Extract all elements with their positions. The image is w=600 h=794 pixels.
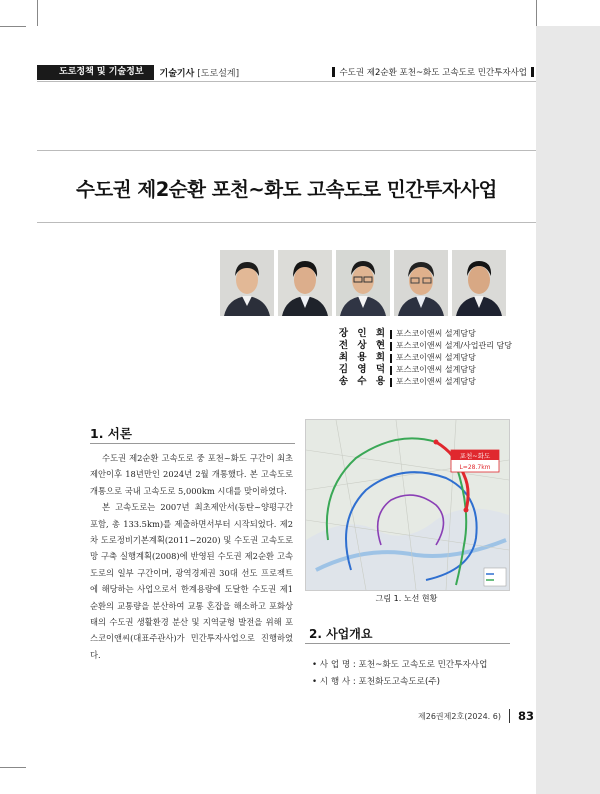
author-entry [330,364,512,376]
map-legend [484,568,506,586]
author-photos [220,250,506,316]
author-photo [220,250,274,316]
author-separator [390,366,392,375]
overview-item: • 시 행 사 : 포천화도고속도로(주) [312,677,440,687]
author-photo [394,250,448,316]
overview-item: • 사 업 명 : 포천~화도 고속도로 민간투자사업 [312,660,488,670]
author-name: 김 영 덕 [338,364,388,375]
intro-body [90,450,293,663]
author-list [330,328,512,388]
section-rule [305,643,510,644]
figure-caption: 그림 1. 노선 현황 [375,594,438,603]
route-map [306,420,509,590]
page-footer [418,709,534,723]
author-role: 포스코이앤씨 설계담당 [396,377,476,386]
author-separator [390,354,392,363]
author-photo [336,250,390,316]
overview-list [312,657,487,691]
author-role: 포스코이앤씨 설계담당 [396,329,476,338]
crop-mark [536,0,537,26]
author-separator [390,378,392,387]
author-role: 포스코이앤씨 설계/사업관리 담당 [396,341,512,350]
section-heading-overview: 2. 사업개요 [309,627,373,641]
running-header-left [37,65,239,79]
section-rule [90,443,295,444]
author-name: 전 상 현 [338,340,388,351]
article-subtype: [도로설계] [197,68,240,79]
author-separator [390,330,392,339]
author-photo [452,250,506,316]
author-role: 포스코이앤씨 설계담당 [396,365,476,374]
author-entry [330,352,512,364]
author-entry [330,328,512,340]
route-label-length: L=28.7km [459,464,491,471]
author-name: 송 수 용 [338,376,388,387]
crop-mark [0,26,26,27]
article-type: 기술기사 [159,68,195,79]
section-heading-intro: 1. 서론 [90,426,132,441]
crop-mark [37,0,38,26]
route-label-name: 포천~화도 [459,452,491,460]
title-rule-top [37,150,536,151]
author-name: 장 인 희 [338,328,388,339]
crop-mark [0,767,26,768]
author-entry [330,376,512,388]
title-rule-bottom [37,222,536,223]
running-title: 수도권 제2순환 포천~화도 고속도로 민간투자사업 [339,68,527,78]
page-number: 83 [517,709,534,723]
author-name: 최 용 희 [338,352,388,363]
issue-info: 제26권제2호(2024. 6) [418,711,501,721]
page-title: 수도권 제2순환 포천~화도 고속도로 민간투자사업 [76,178,497,201]
route-map-figure [305,419,510,591]
running-header-right [328,65,538,79]
header-bar [531,67,534,77]
author-separator [390,342,392,351]
intro-paragraph: 수도권 제2순환 고속도로 중 포천~화도 구간이 최초 제안이후 18년만인 2024년 2월 개통했다. 본 고속도로 개통으로 국내 고속도로 5,000km 시대를 맞이하였다. [90,453,293,496]
author-entry [330,340,512,352]
page-edge-tab [536,26,600,794]
footer-separator [509,709,510,723]
category-badge: 도로정책 및 기술정보 [37,65,154,80]
header-bar [332,67,335,77]
author-role: 포스코이앤씨 설계담당 [396,353,476,362]
intro-paragraph: 본 고속도로는 2007년 최초제안서(동탄~양평구간 포함, 총 133.5km)를 제출하면서부터 시작되었다. 제2차 도로정비기본계획(2011~2020) 및 수도권 고속도로망 구축 실행계획(2008)에 반영된 수도권 제2순환 고속도로의 일부 구간이며, 광역경제권 30대 선도 프로젝트에 해당하는 사업으로서 한계용량에 도달한 수도권 제1순환의 교통량을 분산하여 교통 혼잡을 해소하고 포화상태의 수도권 생활환경 분산 및 지역균형 발전을 위해 포스코이앤씨(대표주관사)가 민간투자사업으로 진행하였다. [90,502,293,660]
header-rule [37,81,536,82]
author-photo [278,250,332,316]
